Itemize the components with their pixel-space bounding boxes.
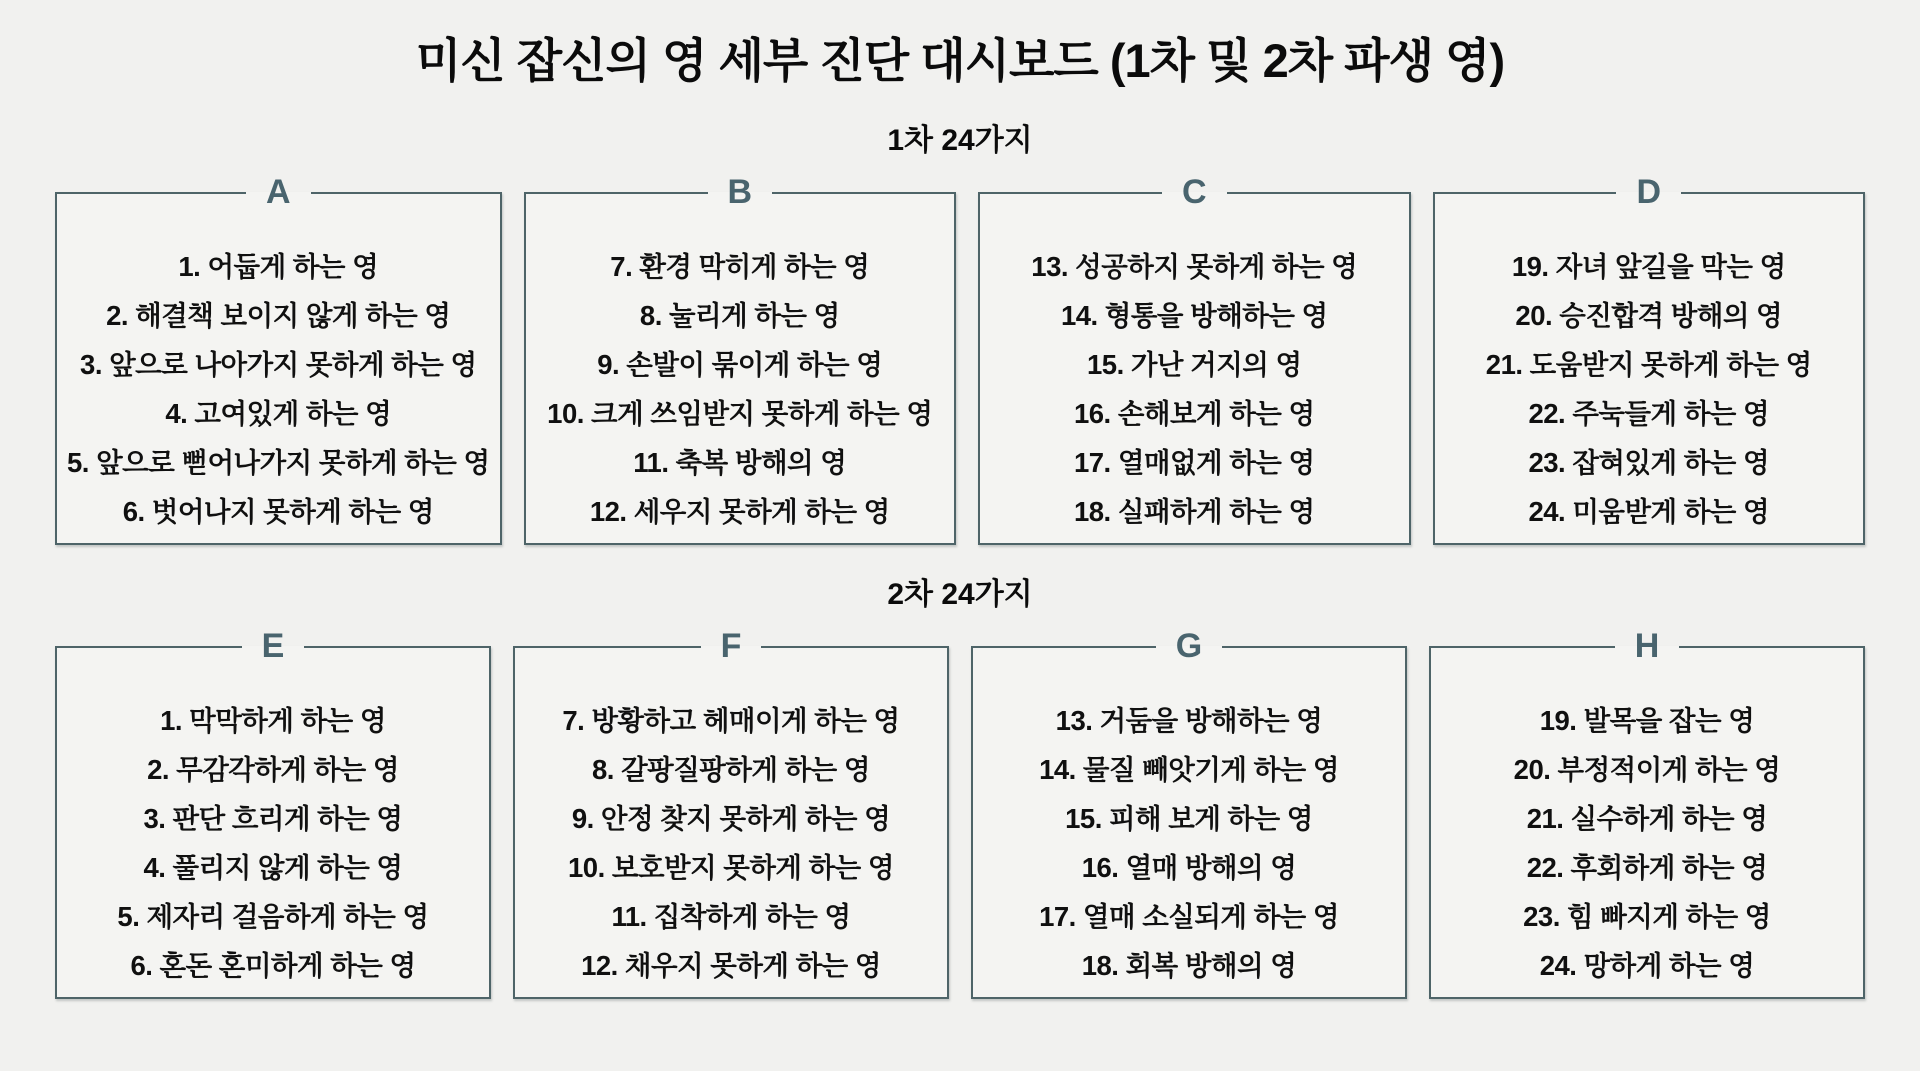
group-box xyxy=(524,173,956,545)
spirit-item: 10. 크게 쓰임받지 못하게 하는 영 xyxy=(547,398,933,429)
spirit-item: 20. 승진합격 방해의 영 xyxy=(1515,300,1783,331)
spirit-item: 19. 발목을 잡는 영 xyxy=(1539,705,1755,736)
group-box xyxy=(55,627,491,999)
group-box xyxy=(513,627,949,999)
spirit-item: 3. 앞으로 나아가지 못하게 하는 영 xyxy=(80,349,477,380)
spirit-item: 2. 해결책 보이지 않게 하는 영 xyxy=(106,300,451,331)
spirit-item: 17. 열매 소실되게 하는 영 xyxy=(1039,901,1339,932)
spirit-item: 8. 갈팡질팡하게 하는 영 xyxy=(592,754,870,785)
group-box xyxy=(1429,627,1865,999)
group-label: A xyxy=(265,173,291,211)
group-label: B xyxy=(727,173,753,211)
group-label: E xyxy=(261,627,285,665)
spirit-item: 6. 혼돈 혼미하게 하는 영 xyxy=(130,950,416,981)
spirit-item: 16. 열매 방해의 영 xyxy=(1081,852,1297,883)
group-items xyxy=(1441,696,1853,990)
group-items xyxy=(990,242,1398,536)
spirit-item: 14. 물질 빼앗기게 하는 영 xyxy=(1039,754,1339,785)
section xyxy=(0,569,1920,999)
spirit-item: 8. 눌리게 하는 영 xyxy=(639,300,840,331)
spirit-item: 20. 부정적이게 하는 영 xyxy=(1513,754,1781,785)
spirit-item: 23. 잡혀있게 하는 영 xyxy=(1528,447,1770,478)
spirit-item: 5. 제자리 걸음하게 하는 영 xyxy=(117,901,429,932)
section xyxy=(0,115,1920,545)
spirit-item: 21. 실수하게 하는 영 xyxy=(1526,803,1768,834)
spirit-item: 4. 고여있게 하는 영 xyxy=(165,398,392,429)
spirit-item: 9. 안정 찾지 못하게 하는 영 xyxy=(571,803,891,834)
group-box xyxy=(55,173,502,545)
page-title: 미신 잡신의 영 세부 진단 대시보드 (1차 및 2차 파생 영) xyxy=(415,34,1505,87)
spirit-item: 17. 열매없게 하는 영 xyxy=(1073,447,1315,478)
spirit-item: 22. 후회하게 하는 영 xyxy=(1526,852,1768,883)
spirit-item: 15. 가난 거지의 영 xyxy=(1087,349,1302,380)
section-subtitle: 1차 24가지 xyxy=(887,124,1033,157)
spirit-item: 13. 성공하지 못하게 하는 영 xyxy=(1031,251,1358,282)
spirit-item: 5. 앞으로 뻗어나가지 못하게 하는 영 xyxy=(67,447,490,478)
group-row xyxy=(55,173,1865,545)
group-label: D xyxy=(1636,173,1662,211)
group-box xyxy=(1433,173,1865,545)
group-label: C xyxy=(1181,173,1207,211)
spirit-item: 7. 방황하고 헤매이게 하는 영 xyxy=(562,705,900,736)
group-items xyxy=(67,242,490,536)
group-items xyxy=(983,696,1395,990)
spirit-item: 13. 거둠을 방해하는 영 xyxy=(1055,705,1323,736)
spirit-item: 4. 풀리지 않게 하는 영 xyxy=(143,852,403,883)
spirit-item: 22. 주눅들게 하는 영 xyxy=(1528,398,1770,429)
spirit-item: 15. 피해 보게 하는 영 xyxy=(1065,803,1313,834)
group-label: H xyxy=(1634,627,1660,665)
spirit-item: 6. 벗어나지 못하게 하는 영 xyxy=(122,496,434,527)
spirit-item: 23. 힘 빠지게 하는 영 xyxy=(1523,901,1771,932)
spirit-item: 12. 세우지 못하게 하는 영 xyxy=(589,496,890,527)
spirit-item: 16. 손해보게 하는 영 xyxy=(1073,398,1315,429)
section-subtitle: 2차 24가지 xyxy=(887,578,1033,611)
spirit-item: 7. 환경 막히게 하는 영 xyxy=(610,251,870,282)
spirit-item: 18. 회복 방해의 영 xyxy=(1081,950,1297,981)
spirit-item: 11. 집착하게 하는 영 xyxy=(611,901,851,932)
group-box xyxy=(978,173,1410,545)
group-label: F xyxy=(720,627,742,665)
group-items xyxy=(536,242,944,536)
spirit-item: 19. 자녀 앞길을 막는 영 xyxy=(1511,251,1786,282)
group-box xyxy=(971,627,1407,999)
spirit-item: 1. 막막하게 하는 영 xyxy=(160,705,386,736)
spirit-item: 21. 도움받지 못하게 하는 영 xyxy=(1485,349,1812,380)
spirit-item: 11. 축복 방해의 영 xyxy=(633,447,847,478)
dashboard xyxy=(0,24,1920,999)
spirit-item: 14. 형통을 방해하는 영 xyxy=(1060,300,1328,331)
sections-container xyxy=(0,115,1920,999)
group-label: G xyxy=(1175,627,1203,665)
spirit-item: 3. 판단 흐리게 하는 영 xyxy=(143,803,403,834)
spirit-item: 2. 무감각하게 하는 영 xyxy=(147,754,399,785)
spirit-item: 10. 보호받지 못하게 하는 영 xyxy=(568,852,894,883)
spirit-item: 1. 어둡게 하는 영 xyxy=(178,251,379,282)
spirit-item: 12. 채우지 못하게 하는 영 xyxy=(581,950,881,981)
spirit-item: 18. 실패하게 하는 영 xyxy=(1073,496,1315,527)
spirit-item: 24. 망하게 하는 영 xyxy=(1539,950,1755,981)
group-items xyxy=(67,696,479,990)
spirit-item: 9. 손발이 묶이게 하는 영 xyxy=(597,349,883,380)
spirit-item: 24. 미움받게 하는 영 xyxy=(1528,496,1770,527)
group-items xyxy=(1445,242,1853,536)
group-items xyxy=(525,696,937,990)
group-row xyxy=(55,627,1865,999)
